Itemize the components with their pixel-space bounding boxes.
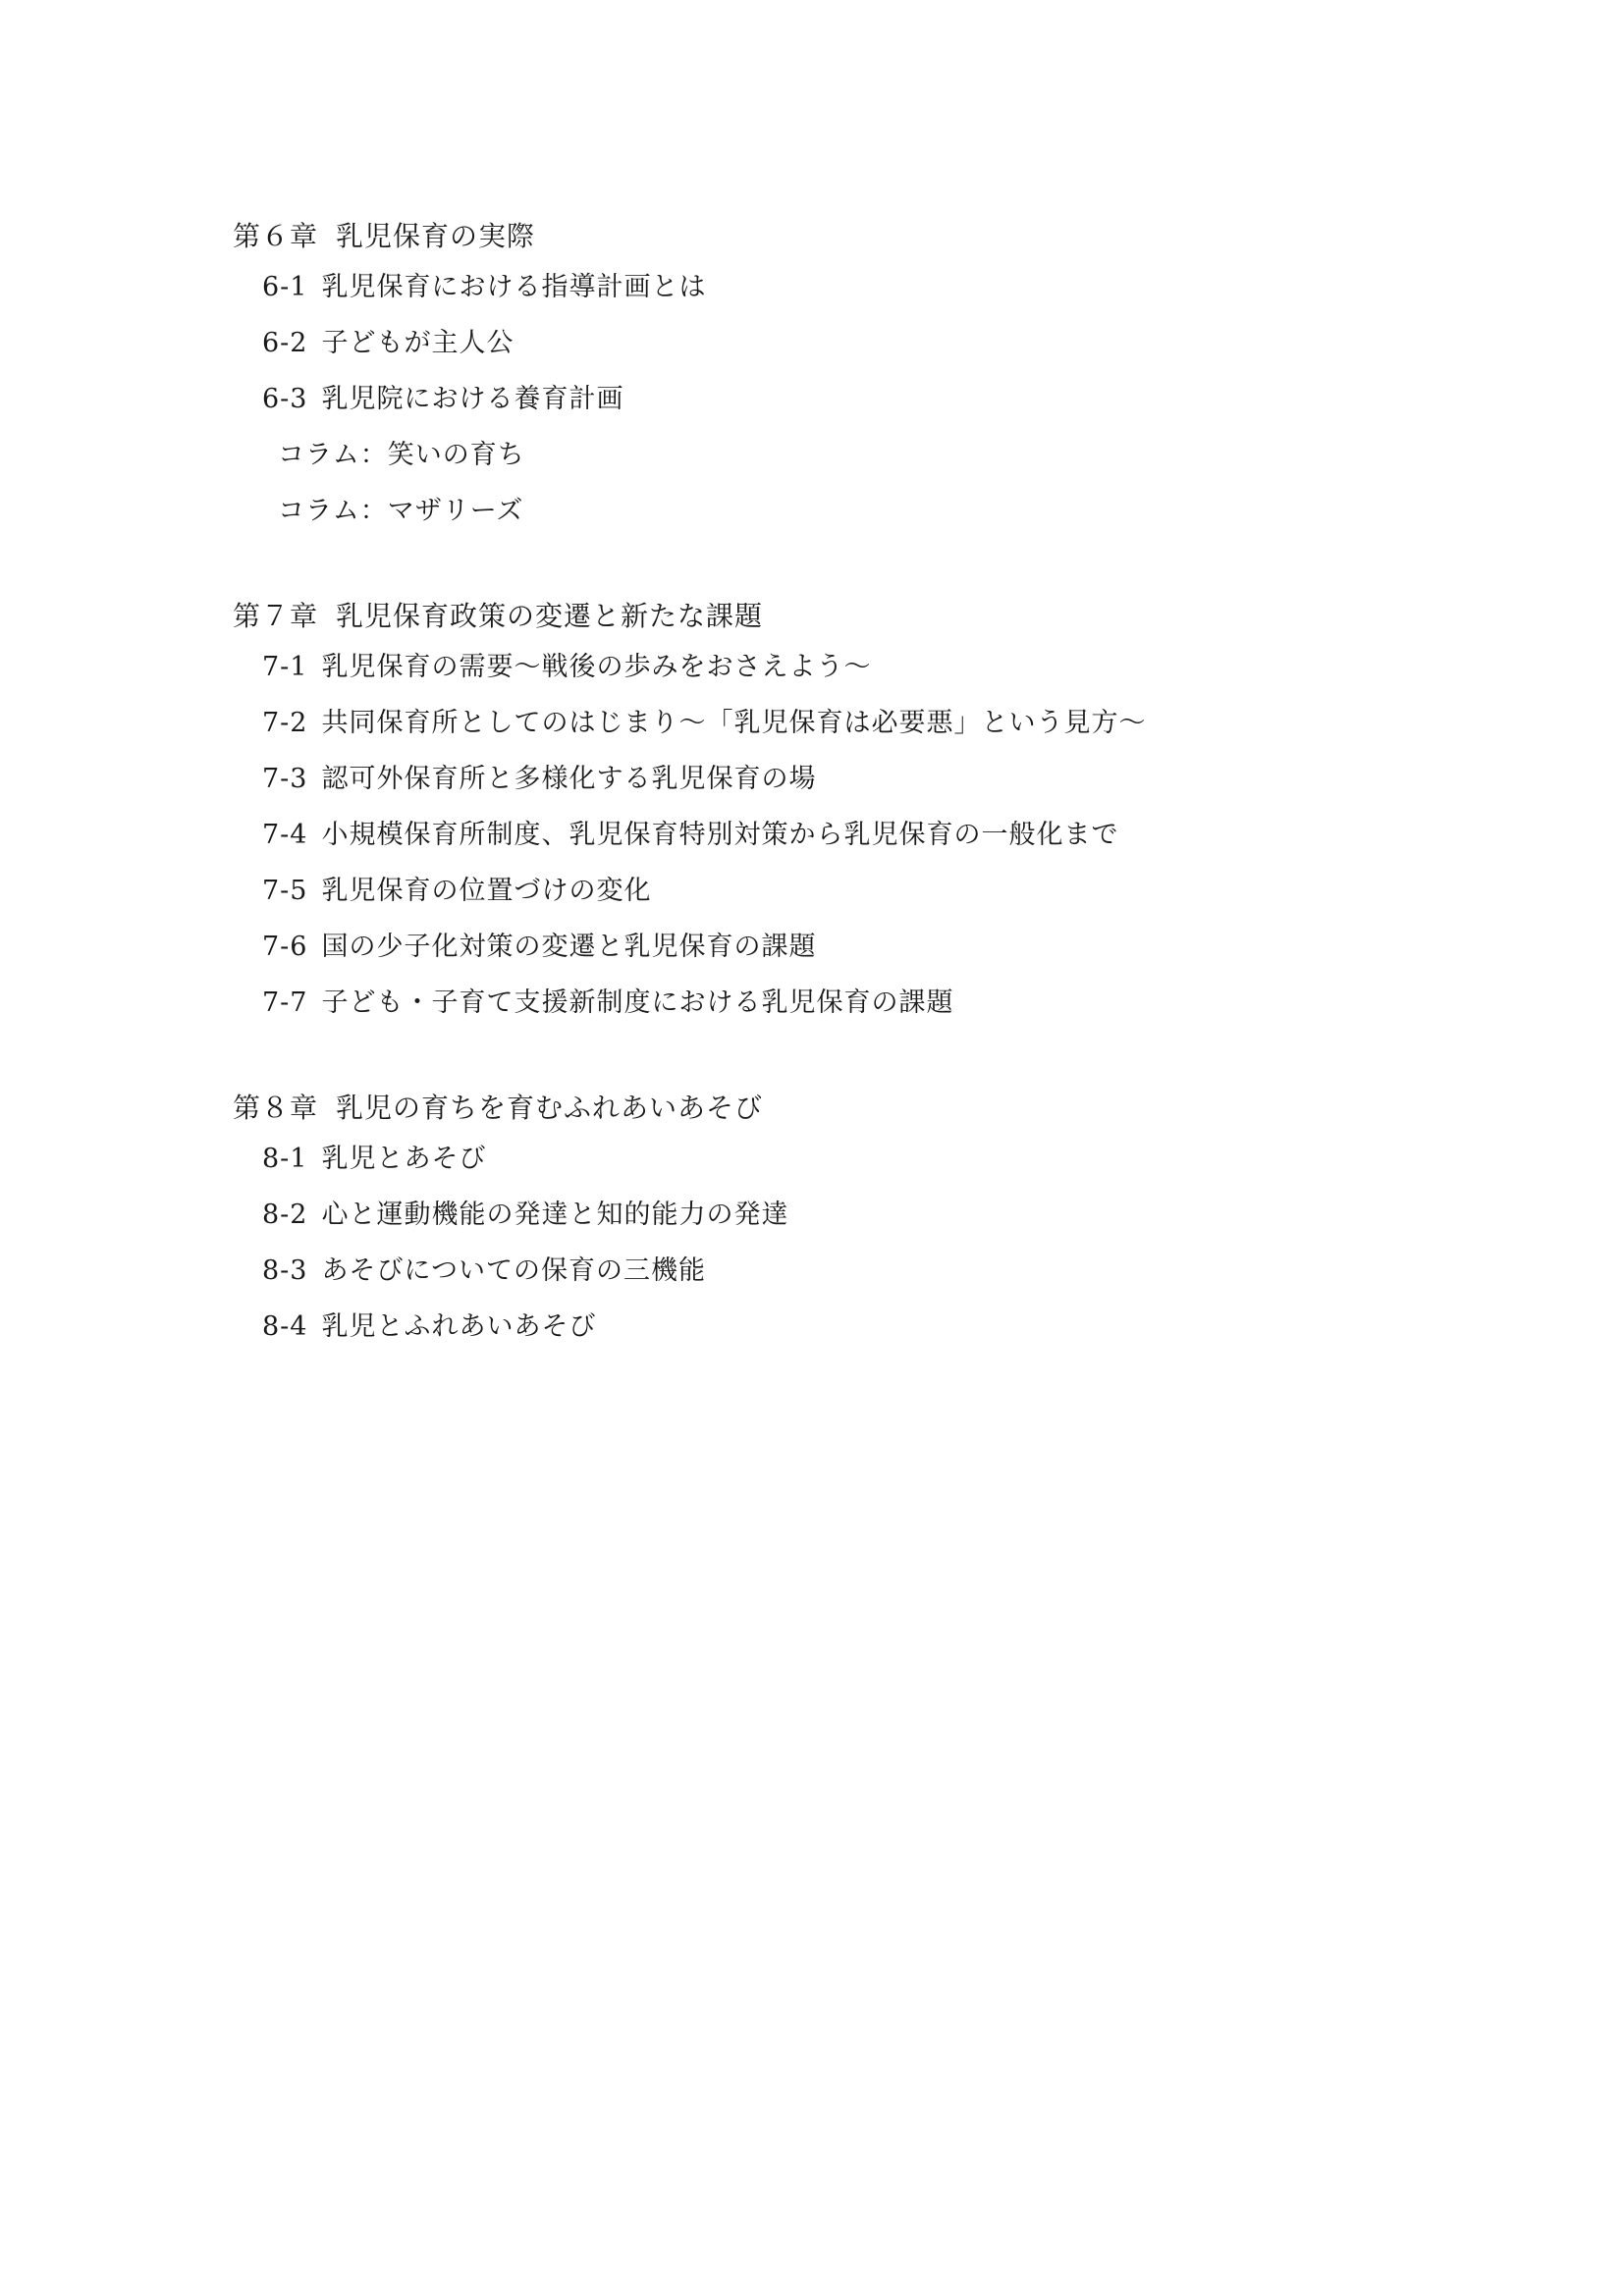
section-item: [233, 695, 1411, 751]
section-item: [233, 1131, 1411, 1187]
section-item: [233, 259, 1411, 315]
section-number: 8-3: [262, 1255, 308, 1286]
section-item: [233, 315, 1411, 371]
section-item: [233, 919, 1411, 975]
column-item: [233, 427, 1411, 483]
section-number: 7-7: [262, 988, 308, 1018]
section-title: 認可外保育所と多様化する乳児保育の場: [321, 764, 817, 794]
section-title: 乳児とあそび: [321, 1144, 487, 1174]
column-title: コラム：マザリーズ: [278, 496, 524, 526]
section-item: [233, 639, 1411, 695]
section-number: 8-1: [262, 1144, 308, 1174]
section-list: [233, 639, 1411, 1031]
column-title: コラム：笑いの育ち: [278, 440, 525, 470]
section-item: [233, 1243, 1411, 1299]
section-title: 乳児保育の位置づけの変化: [321, 876, 652, 906]
section-number: 7-4: [262, 820, 308, 850]
chapter-title: 乳児保育政策の変遷と新たな課題: [336, 600, 764, 632]
section-number: 8-4: [262, 1311, 308, 1342]
chapter-number: 第８章: [233, 1092, 319, 1124]
chapter-heading: [233, 214, 1411, 259]
section-title: 子ども・子育て支援新制度における乳児保育の課題: [321, 988, 954, 1018]
section-title: 乳児院における養育計画: [321, 384, 624, 414]
section-number: 6-1: [262, 272, 308, 302]
section-title: 小規模保育所制度、乳児保育特別対策から乳児保育の一般化まで: [321, 820, 1119, 850]
section-title: あそびについての保育の三機能: [321, 1255, 706, 1286]
section-list: [233, 259, 1411, 539]
section-item: [233, 371, 1411, 427]
section-item: [233, 1299, 1411, 1355]
chapter-heading: [233, 1086, 1411, 1131]
chapter-number: 第６章: [233, 220, 319, 252]
section-item: [233, 975, 1411, 1031]
section-number: 7-6: [262, 932, 308, 962]
section-title: 共同保育所としてのはじまり〜「乳児保育は必要悪」という見方〜: [321, 708, 1147, 738]
section-number: 6-3: [262, 384, 308, 414]
section-item: [233, 751, 1411, 807]
section-number: 7-2: [262, 708, 308, 738]
section-title: 心と運動機能の発達と知的能力の発達: [321, 1200, 789, 1230]
chapter-title: 乳児の育ちを育むふれあいあそび: [336, 1092, 764, 1124]
section-number: 7-5: [262, 876, 308, 906]
section-title: 国の少子化対策の変遷と乳児保育の課題: [321, 932, 817, 962]
column-item: [233, 483, 1411, 539]
section-item: [233, 1187, 1411, 1243]
chapter-6: [233, 214, 1411, 539]
section-number: 8-2: [262, 1200, 308, 1230]
section-number: 6-2: [262, 328, 308, 358]
chapter-number: 第７章: [233, 600, 319, 632]
section-number: 7-3: [262, 764, 308, 794]
table-of-contents: [233, 214, 1411, 1355]
section-title: 子どもが主人公: [321, 328, 514, 358]
section-title: 乳児保育における指導計画とは: [321, 272, 707, 302]
chapter-7: [233, 594, 1411, 1031]
chapter-title: 乳児保育の実際: [336, 220, 536, 252]
section-item: [233, 863, 1411, 919]
chapter-heading: [233, 594, 1411, 639]
section-title: 乳児とふれあいあそび: [321, 1311, 597, 1342]
section-number: 7-1: [262, 652, 308, 682]
section-item: [233, 807, 1411, 863]
chapter-8: [233, 1086, 1411, 1355]
section-title: 乳児保育の需要〜戦後の歩みをおさえよう〜: [321, 652, 872, 682]
section-list: [233, 1131, 1411, 1355]
